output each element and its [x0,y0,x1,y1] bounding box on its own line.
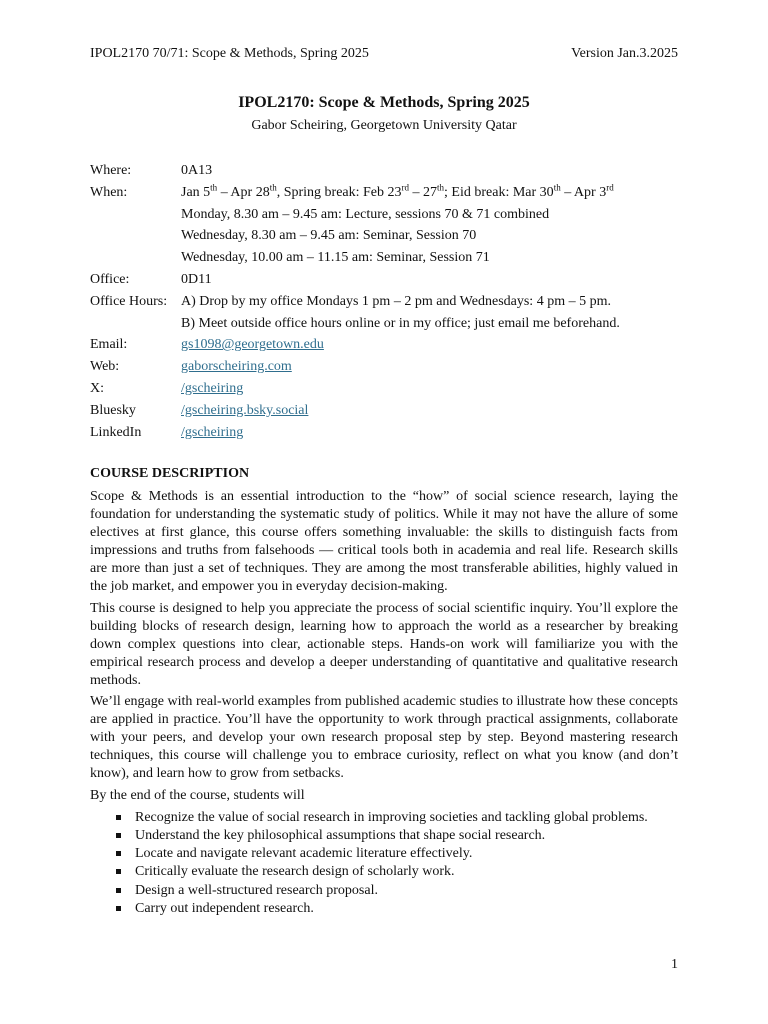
email-link[interactable]: gs1098@georgetown.edu [181,337,324,353]
web-link[interactable]: gaborscheiring.com [181,359,292,375]
list-item: Design a well-structured research proposal. [90,882,678,900]
session-seminar-70: Wednesday, 8.30 am – 9.45 am: Seminar, Session 70 [181,228,477,244]
list-item: Recognize the value of social research in improving societies and tackling global problems. [90,809,678,827]
session-row [90,225,690,247]
web-row [90,356,690,378]
session-row [90,247,690,269]
email-label: Email: [90,337,128,353]
where-value: 0A13 [181,163,213,178]
document-title: IPOL2170: Scope & Methods, Spring 2025 [238,94,530,111]
bullet-icon [116,833,121,838]
linkedin-row [90,422,690,444]
page-number: 1 [671,957,678,972]
where-row [90,160,690,182]
running-header [90,46,678,62]
email-row [90,334,690,356]
session-lecture: Monday, 8.30 am – 9.45 am: Lecture, sessions 70 & 71 combined [181,206,550,222]
objectives-list [90,809,678,919]
bluesky-row [90,400,690,422]
office-hours-label: Office Hours: [90,293,168,309]
document-subtitle: Gabor Scheiring, Georgetown University Qatar [251,118,517,133]
bluesky-label: Bluesky [90,402,136,418]
bluesky-link[interactable]: /gscheiring.bsky.social [181,402,309,418]
list-item: Carry out independent research. [90,900,678,918]
x-label: X: [90,380,104,396]
when-label: When: [90,184,128,200]
course-info [90,160,690,443]
office-label: Office: [90,271,130,287]
office-value: 0D11 [181,271,212,287]
bullet-icon [116,888,121,893]
bullet-icon [116,815,121,820]
x-row [90,378,690,400]
course-description [90,488,678,918]
objectives-intro: By the end of the course, students will [90,787,305,803]
section-heading: COURSE DESCRIPTION [90,466,250,481]
session-row [90,204,690,226]
bullet-icon [116,869,121,874]
list-item: Critically evaluate the research design of scholarly work. [90,863,678,881]
paragraph: We’ll engage with real-world examples from published academic studies to illustrate how these concepts are applied in practice. You’ll have the opportunity to work through practical assignments, collaborate with your peers, and develop your own research proposal step by step. Beyond mastering research techniques, this course will challenge you to embrace curiosity, reflect on what you know (and don’t know), and learn how to grow from setbacks. [90,694,678,782]
office-hours-row [90,313,690,335]
x-link[interactable]: /gscheiring [181,380,244,396]
list-item: Understand the key philosophical assumptions that shape social research. [90,827,678,845]
session-seminar-71: Wednesday, 10.00 am – 11.15 am: Seminar, Session 71 [181,250,490,266]
office-hours-b: B) Meet outside office hours online or in my office; just email me beforehand. [181,315,620,331]
list-item: Locate and navigate relevant academic literature effectively. [90,845,678,863]
bullet-icon [116,851,121,856]
bullet-icon [116,906,121,911]
when-row [90,182,690,204]
office-hours-row [90,291,690,313]
header-course: IPOL2170 70/71: Scope & Methods, Spring 2025 [90,46,369,61]
office-hours-a: A) Drop by my office Mondays 1 pm – 2 pm and Wednesdays: 4 pm – 5 pm. [181,293,611,309]
where-label: Where: [90,163,132,178]
when-value: Jan 5th – Apr 28th, Spring break: Feb 23rd – 27th; Eid break: Mar 30th – Apr 3rd [181,182,614,200]
paragraph: This course is designed to help you appreciate the process of social scientific inquiry. You’ll explore the building blocks of research design, learning how to approach the world as a researcher by breaking down complex questions into clear, actionable steps. Hands-on work will familiarize you with the empirical research process and develop a deeper understanding of quantitative and qualitative research methods. [90,600,678,688]
header-version: Version Jan.3.2025 [571,46,678,61]
paragraph: Scope & Methods is an essential introduction to the “how” of social science research, laying the foundation for understanding the systematic study of politics. While it may not have the allure of some electives at first glance, this course offers something invaluable: the skills to distinguish facts from impressions and truths from falsehoods — critical tools both in academia and real life. Research skills are more than just a set of techniques. They are among the most transferable abilities, highly valued in the job market, and empower you in everyday decision-making. [90,489,678,595]
linkedin-link[interactable]: /gscheiring [181,424,244,440]
linkedin-label: LinkedIn [90,424,142,440]
office-row [90,269,690,291]
web-label: Web: [90,359,120,375]
